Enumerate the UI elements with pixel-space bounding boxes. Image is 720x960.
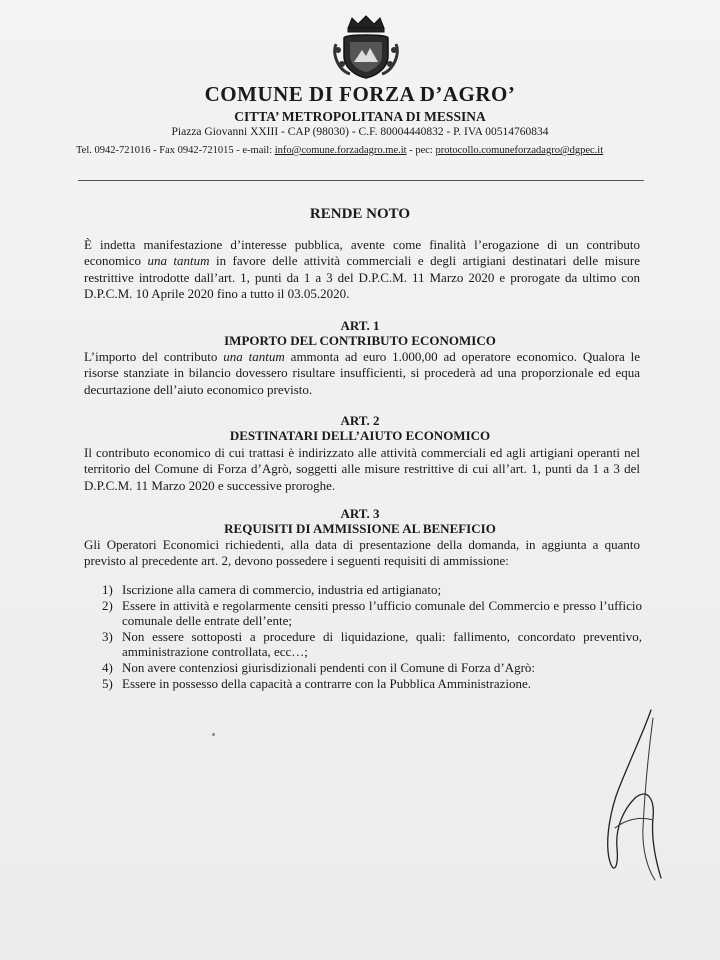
list-item: [102, 629, 642, 660]
list-item-number: 2): [102, 597, 113, 613]
contact-line: [76, 145, 603, 156]
art3-heading: REQUISITI DI AMMISSIONE AL BENEFICIO: [224, 521, 496, 536]
municipal-crest-icon: [330, 14, 402, 80]
art2-number: ART. 2: [340, 413, 380, 428]
art1-body: [84, 349, 640, 398]
list-item: [102, 582, 642, 598]
list-item: [102, 660, 642, 676]
list-item: [102, 676, 642, 692]
pec-prefix: - pec:: [406, 145, 436, 156]
list-item-text: Iscrizione alla camera di commercio, industria ed artigianato;: [122, 582, 442, 597]
metropolitan-city-subtitle: CITTA’ METROPOLITANA DI MESSINA: [234, 109, 486, 124]
list-item-text: Non avere contenziosi giurisdizionali pendenti con il Comune di Forza d’Agrò:: [122, 659, 536, 675]
art1-text-2: ammonta ad euro 1.000,00 ad operatore economico. Qualora le risorse stanziate in bilancio dovessero risultare insufficienti, si procederà ad una proporzionale ed equa decurtazione dell’aiuto economico previsto.: [84, 349, 640, 397]
art2-body: Il contributo economico di cui trattasi è indirizzato alle attività commerciali ed agli artigiani operanti nel territorio del Comune di Forza d’Agrò, soggetti alle misure restrittive di cui all’art. 1, punti da 1 a 3 del D.P.C.M. 11 Marzo 2020 e successive proroghe.: [84, 445, 640, 493]
list-item: [102, 598, 642, 629]
art3-body: Gli Operatori Economici richiedenti, alla data di presentazione della domanda, in aggiunta a quanto previsto al precedente art. 2, devono possedere i seguenti requisiti di ammissione:: [84, 537, 640, 569]
intro-text-2: in favore delle attività commerciali e degli artigiani destinatari delle misure restrittive introdotte dall’art. 1, punti da 1 a 3 del D.P.C.M. 11 Marzo 2020 e prorogate da ultimo con D.P.C.M. 10 Aprile 2020 fino a tutto il 03.05.2020.: [84, 253, 640, 301]
art1-number: ART. 1: [340, 318, 380, 333]
header-divider: [78, 180, 644, 181]
email-link[interactable]: info@comune.forzadagro.me.it: [274, 145, 407, 156]
art3-number: ART. 3: [340, 506, 380, 521]
contact-prefix: Tel. 0942-721016 - Fax 0942-721015 - e-mail:: [76, 145, 275, 156]
art1-heading: IMPORTO DEL CONTRIBUTO ECONOMICO: [224, 333, 496, 348]
list-item-number: 4): [102, 659, 113, 675]
intro-text-1: È indetta manifestazione d’interesse pubblica, avente come finalità l’erogazione di un contributo economico: [84, 237, 640, 269]
pec-link[interactable]: protocollo.comuneforzadagro@dgpec.it: [435, 145, 604, 156]
art1-text-1: L’importo del contributo: [84, 349, 224, 364]
list-item-text: Non essere sottoposti a procedure di liquidazione, quali: fallimento, concordato preventivo, amministrazione controllata, ecc…;: [122, 628, 642, 660]
list-item-text: Essere in attività e regolarmente censiti presso l’ufficio comunale del Commercio e presso l’ufficio comunale delle entrate dell’ente;: [122, 597, 642, 629]
list-item-number: 1): [102, 582, 113, 597]
art2-heading: DESTINATARI DELL’AIUTO ECONOMICO: [229, 428, 491, 443]
art1-italic: una tantum: [223, 349, 285, 364]
municipality-title: COMUNE DI FORZA D’AGRO’: [204, 82, 516, 106]
stray-mark: [212, 733, 215, 736]
list-item-number: 5): [102, 675, 113, 691]
intro-paragraph: [84, 237, 640, 302]
address-line: Piazza Giovanni XXIII - CAP (98030) - C.F. 80004440832 - P. IVA 00514760834: [171, 126, 549, 138]
notice-title: RENDE NOTO: [309, 206, 411, 222]
requirements-list: [102, 582, 642, 691]
intro-italic: una tantum: [147, 253, 210, 269]
list-item-number: 3): [102, 628, 113, 644]
list-item-text: Essere in possesso della capacità a contrarre con la Pubblica Amministrazione.: [122, 675, 531, 691]
handwritten-signature: [595, 708, 675, 883]
